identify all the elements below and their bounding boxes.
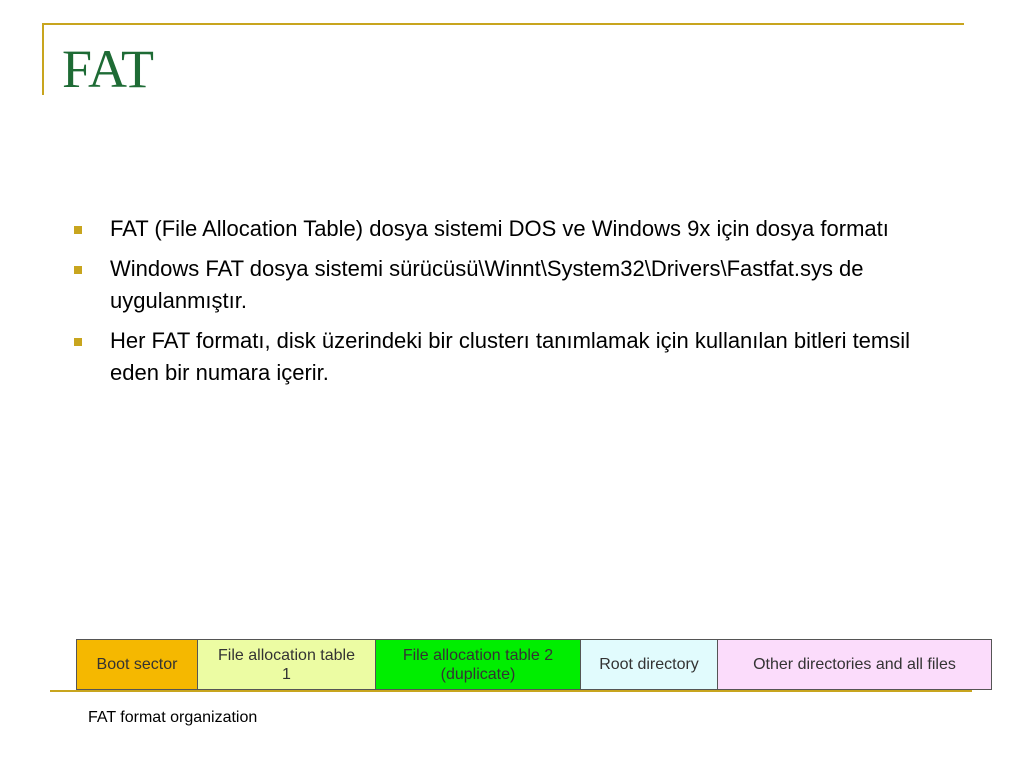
frame-top-line (42, 23, 964, 25)
bullet-item (72, 253, 932, 317)
boot-sector-segment (77, 640, 198, 689)
square-bullet-icon (74, 226, 82, 234)
diagram-caption: FAT format organization (88, 709, 258, 726)
fat1-segment (198, 640, 376, 689)
bullet-item (72, 325, 932, 389)
slide-title: FAT (62, 39, 155, 99)
square-bullet-icon (74, 266, 82, 274)
bullet-list (72, 213, 932, 397)
bullet-item (72, 213, 932, 245)
frame-left-line (42, 23, 44, 95)
square-bullet-icon (74, 338, 82, 346)
bullet-text: Windows FAT dosya sistemi sürücüsü\Winnt\System32\Drivers\Fastfat.sys de uygulanmıştır. (110, 256, 864, 313)
bottom-rule (50, 690, 972, 692)
segment-label: File allocation table 2 (duplicate) (402, 646, 554, 683)
segment-label: Boot sector (96, 656, 178, 673)
fat2-segment (376, 640, 581, 689)
bullet-text: FAT (File Allocation Table) dosya sistemi DOS ve Windows 9x için dosya formatı (110, 216, 889, 241)
bullet-text: Her FAT formatı, disk üzerindeki bir clusterı tanımlamak için kullanılan bitleri temsil eden bir numara içerir. (110, 328, 911, 385)
segment-label: Other directories and all files (753, 656, 956, 673)
root-directory-segment (581, 640, 718, 689)
fat-organization-diagram (76, 639, 992, 690)
segment-label: Root directory (599, 656, 699, 673)
other-directories-segment (718, 640, 991, 689)
segment-label: File allocation table 1 (218, 646, 355, 683)
